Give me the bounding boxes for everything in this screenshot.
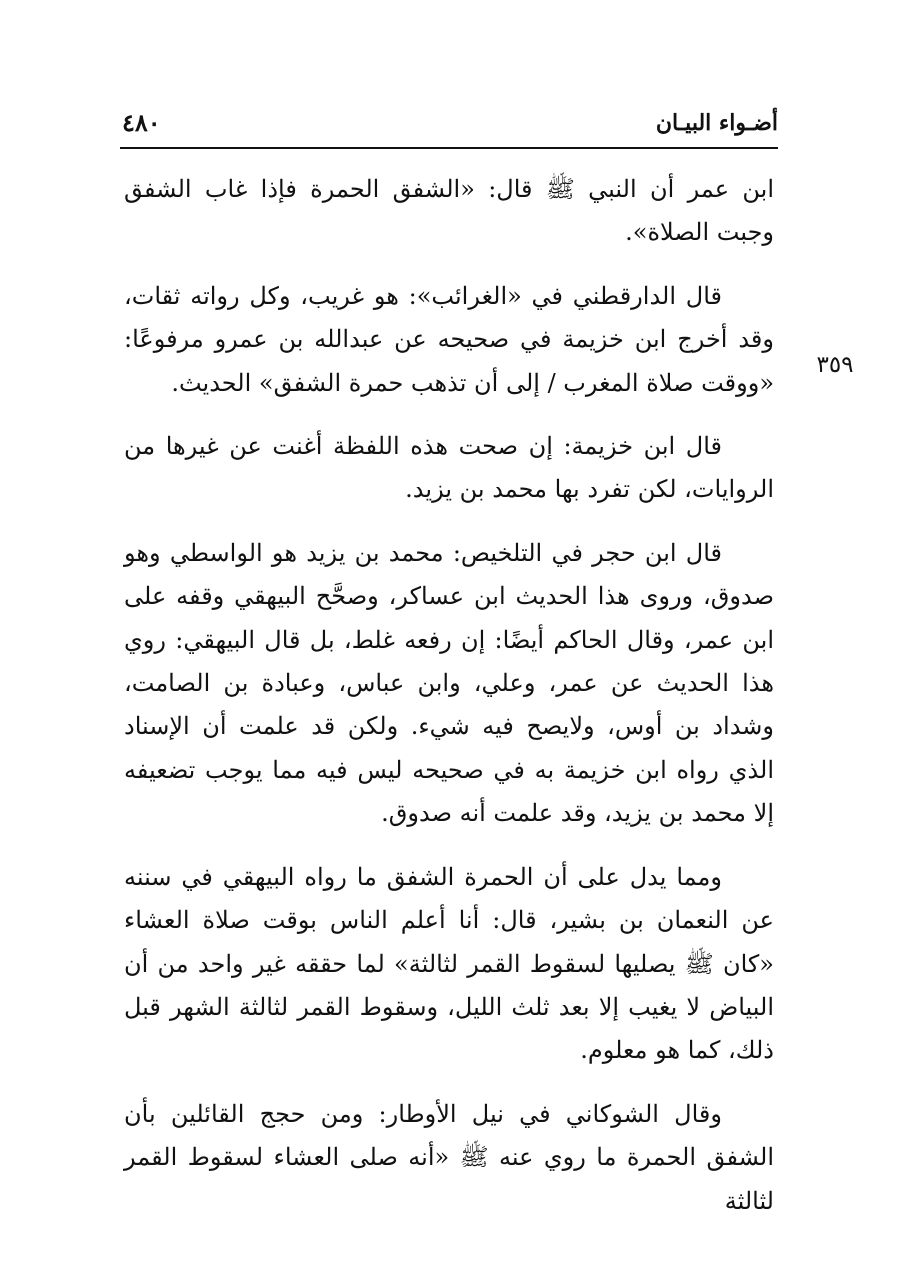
paragraph: قال ابن خزيمة: إن صحت هذه اللفظة أغنت عن غيرها من الروايات، لكن تفرد بها محمد بن يزيد.	[124, 432, 774, 504]
running-header	[120, 106, 778, 146]
header-divider	[120, 147, 778, 149]
paragraph: قال ابن حجر في التلخيص: محمد بن يزيد هو الواسطي وهو صدوق، وروى هذا الحديث ابن عساكر، وصحَّح البيهقي وقفه على ابن عمر، وقال الحاكم أيضًا: إن رفعه غلط، بل قال البيهقي: روي هذا الحديث عن عمر، وعلي، وابن عباس، وعبادة بن الصامت، وشداد بن أوس، ولايصح فيه شيء. ولكن قد علمت أن الإسناد الذي رواه ابن خزيمة به في صحيحه ليس فيه مما يوجب تضعيفه إلا محمد بن يزيد، وقد علمت أنه صدوق.	[124, 538, 774, 828]
page-number: ٤٨٠	[122, 108, 161, 137]
paragraph: ابن عمر أن النبي ﷺ قال: «الشفق الحمرة فإذا غاب الشفق وجبت الصلاة».	[124, 175, 774, 247]
margin-page-reference: ٣٥٩	[816, 352, 854, 378]
book-title: أضـواء البيـان	[655, 110, 778, 136]
paragraph: قال الدارقطني في «الغرائب»: هو غريب، وكل رواته ثقات، وقد أخرج ابن خزيمة في صحيحه عن عبدالله بن عمرو مرفوعًا: «ووقت صلاة المغرب / إلى أن تذهب حمرة الشفق» الحديث.	[124, 281, 774, 397]
paragraph: ومما يدل على أن الحمرة الشفق ما رواه البيهقي في سننه عن النعمان بن بشير، قال: أنا أعلم الناس بوقت صلاة العشاء «كان ﷺ يصليها لسقوط القمر لثالثة» لما حققه غير واحد من أن البياض لا يغيب إلا بعد ثلث الليل، وسقوط القمر لثالثة الشهر قبل ذلك، كما هو معلوم.	[124, 862, 774, 1065]
page-body	[124, 168, 774, 1243]
paragraph: وقال الشوكاني في نيل الأوطار: ومن حجج القائلين بأن الشفق الحمرة ما روي عنه ﷺ «أنه صلى العشاء لسقوط القمر لثالثة	[124, 1099, 774, 1215]
